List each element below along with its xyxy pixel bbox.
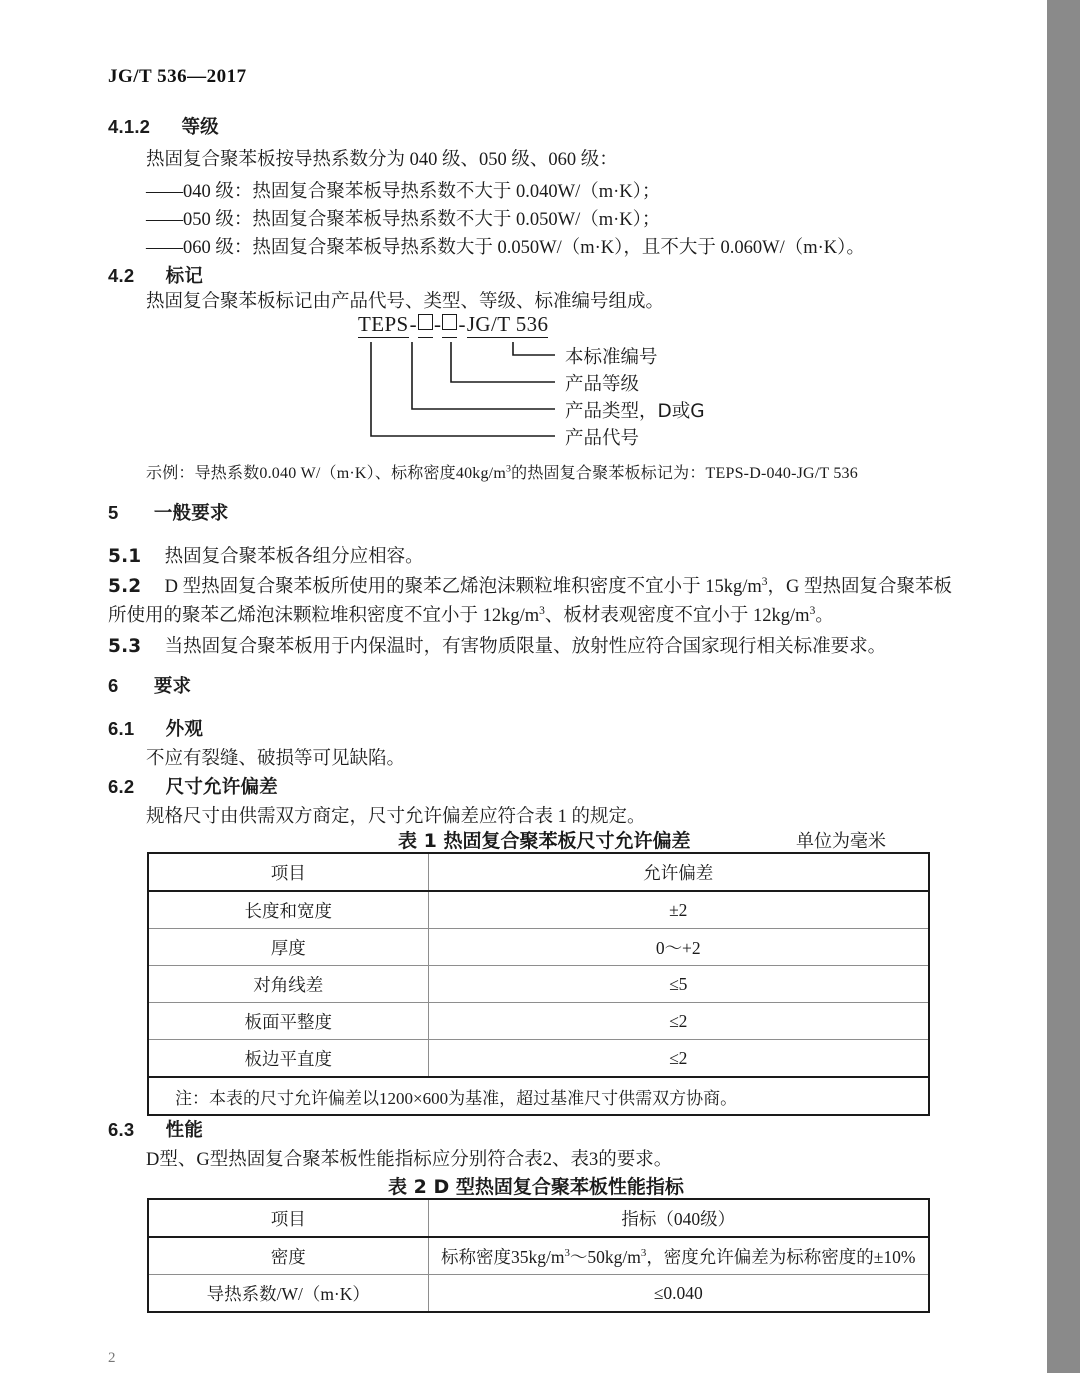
heading-6-1-title: 外观 xyxy=(165,719,204,740)
table1-header-tolerance: 允许偏差 xyxy=(428,853,929,891)
table1-row0-item: 长度和宽度 xyxy=(148,891,428,929)
table-row xyxy=(148,1003,929,1040)
marking-example-suffix: 的热固复合聚苯板标记为：TEPS-D-040-JG/T 536 xyxy=(511,465,858,482)
table1-header-item: 项目 xyxy=(148,853,428,891)
heading-6-1-number: 6.1 xyxy=(108,718,135,739)
para-5-3 xyxy=(108,632,886,662)
para-5-2-number: 5.2 xyxy=(108,576,142,597)
table1-unit-note: 单位为毫米 xyxy=(796,831,886,851)
marking-dash-3: - xyxy=(458,312,466,336)
para-5-3-number: 5.3 xyxy=(108,636,142,657)
table1-row1-item: 厚度 xyxy=(148,929,428,966)
marking-label-product-grade: 产品等级 xyxy=(565,374,640,395)
para-5-2-line1-a: D 型热固复合聚苯板所使用的聚苯乙烯泡沫颗粒堆积密度不宜小于 15kg/m xyxy=(164,577,762,597)
table1 xyxy=(147,852,930,1116)
para-5-1-text: 热固复合聚苯板各组分应相容。 xyxy=(164,547,424,567)
marking-code-part-product: TEPS xyxy=(358,312,409,336)
heading-4-1-2 xyxy=(108,112,219,143)
scan-edge-artifact xyxy=(1047,0,1080,1373)
marking-designation-diagram xyxy=(340,312,860,457)
heading-5-title: 一般要求 xyxy=(153,503,229,524)
list-item-grade-040: ——040 级：热固复合聚苯板导热系数不大于 0.040W/（m·K）； xyxy=(146,182,661,202)
heading-6-2 xyxy=(108,772,278,803)
table2-row0-value xyxy=(428,1237,929,1275)
para-5-2-line1-b: ，G 型热固复合聚苯板 xyxy=(767,577,953,597)
marking-dash-1: - xyxy=(409,312,418,336)
page-number: 2 xyxy=(108,1350,116,1366)
marking-example-prefix: 示例：导热系数0.040 W/（m·K）、标称密度40kg/m xyxy=(146,465,506,482)
table1-row2-value: ≤5 xyxy=(428,966,929,1003)
list-item-grade-050: ——050 级：热固复合聚苯板导热系数不大于 0.050W/（m·K）； xyxy=(146,210,661,230)
heading-5-number: 5 xyxy=(108,502,119,523)
heading-4-2-number: 4.2 xyxy=(108,265,135,286)
marking-label-product-type: 产品类型，D或G xyxy=(565,401,705,422)
para-5-2-line1 xyxy=(108,572,952,602)
para-5-2-line2-b: 、板材表观密度不宜小于 12kg/m xyxy=(544,606,810,626)
table-row xyxy=(148,929,929,966)
table-row xyxy=(148,1040,929,1078)
para-4-1-2-intro: 热固复合聚苯板按导热系数分为 040 级、050 级、060 级： xyxy=(146,150,618,170)
marking-label-standard-number: 本标准编号 xyxy=(565,347,658,368)
marking-example xyxy=(146,459,858,489)
heading-6-3-title: 性能 xyxy=(165,1120,204,1141)
table-row xyxy=(148,1237,929,1275)
marking-code-part-standard: JG/T 536 xyxy=(466,312,549,336)
para-5-2-line2-sup2: 3 xyxy=(809,604,816,617)
heading-4-1-2-number: 4.1.2 xyxy=(108,116,151,137)
para-5-1 xyxy=(108,542,424,572)
para-5-2-line2-a: 所使用的聚苯乙烯泡沫颗粒堆积密度不宜小于 12kg/m xyxy=(108,606,540,626)
table1-row1-value: 0～+2 xyxy=(428,929,929,966)
table1-caption: 表 1 热固复合聚苯板尺寸允许偏差 xyxy=(398,830,691,852)
heading-6-1 xyxy=(108,714,203,745)
marking-label-product-code: 产品代号 xyxy=(565,428,640,449)
table1-row0-value: ±2 xyxy=(428,891,929,929)
table2-row0-value-a: 标称密度35kg/m xyxy=(441,1246,565,1267)
table2-header-row xyxy=(148,1199,929,1237)
running-header: JG/T 536—2017 xyxy=(108,66,247,87)
heading-6-title: 要求 xyxy=(153,676,192,697)
para-4-2-intro: 热固复合聚苯板标记由产品代号、类型、等级、标准编号组成。 xyxy=(146,292,665,312)
table1-row3-value: ≤2 xyxy=(428,1003,929,1040)
table2-header-index: 指标（040级） xyxy=(428,1199,929,1237)
para-5-2-line2 xyxy=(108,601,834,631)
para-5-3-text: 当热固复合聚苯板用于内保温时，有害物质限量、放射性应符合国家现行相关标准要求。 xyxy=(164,637,887,657)
table1-row4-item: 板边平直度 xyxy=(148,1040,428,1078)
heading-6-2-number: 6.2 xyxy=(108,776,135,797)
marking-leader-lines xyxy=(340,312,740,457)
table-row xyxy=(148,891,929,929)
table1-note: 注：本表的尺寸允许偏差以1200×600为基准，超过基准尺寸供需双方协商。 xyxy=(148,1077,929,1115)
table2-header-item: 项目 xyxy=(148,1199,428,1237)
para-6-3-text: D型、G型热固复合聚苯板性能指标应分别符合表2、表3的要求。 xyxy=(146,1150,673,1170)
table2-row0-value-b: ～50kg/m xyxy=(569,1246,641,1267)
para-5-2-line2-c: 。 xyxy=(815,606,834,626)
para-6-1-text: 不应有裂缝、破损等可见缺陷。 xyxy=(146,749,406,769)
heading-5 xyxy=(108,498,229,529)
heading-6-2-title: 尺寸允许偏差 xyxy=(165,777,278,798)
table2-row0-item: 密度 xyxy=(148,1237,428,1275)
marking-example-superscript: 3 xyxy=(505,463,512,475)
list-item-grade-060: ——060 级：热固复合聚苯板导热系数大于 0.050W/（m·K），且不大于 0.060W/（m·K）。 xyxy=(146,238,865,258)
table2-row1-value: ≤0.040 xyxy=(428,1275,929,1313)
table2-row0-value-sup2: 3 xyxy=(640,1246,647,1259)
heading-4-1-2-title: 等级 xyxy=(181,117,219,138)
table2 xyxy=(147,1198,930,1313)
table1-row4-value: ≤2 xyxy=(428,1040,929,1078)
heading-6-3 xyxy=(108,1115,203,1146)
heading-6-3-number: 6.3 xyxy=(108,1119,135,1140)
table1-row2-item: 对角线差 xyxy=(148,966,428,1003)
para-5-2-line2-sup1: 3 xyxy=(539,604,545,617)
table-row xyxy=(148,1275,929,1313)
table2-row0-value-sup1: 3 xyxy=(564,1246,570,1259)
para-6-2-text: 规格尺寸由供需双方商定，尺寸允许偏差应符合表 1 的规定。 xyxy=(146,807,646,827)
heading-6-number: 6 xyxy=(108,675,119,696)
table1-note-row xyxy=(148,1077,929,1115)
para-5-1-number: 5.1 xyxy=(108,546,142,567)
heading-4-2-title: 标记 xyxy=(165,266,204,287)
table2-caption: 表 2 D 型热固复合聚苯板性能指标 xyxy=(388,1176,684,1198)
table2-row0-value-c: ，密度允许偏差为标称密度的±10% xyxy=(646,1246,916,1267)
table2-row1-item: 导热系数/W/（m·K） xyxy=(148,1275,428,1313)
table1-row3-item: 板面平整度 xyxy=(148,1003,428,1040)
table-row xyxy=(148,966,929,1003)
para-5-2-line1-sup: 3 xyxy=(761,575,768,588)
heading-6 xyxy=(108,671,191,702)
table1-header-row xyxy=(148,853,929,891)
marking-dash-2: - xyxy=(434,312,442,336)
